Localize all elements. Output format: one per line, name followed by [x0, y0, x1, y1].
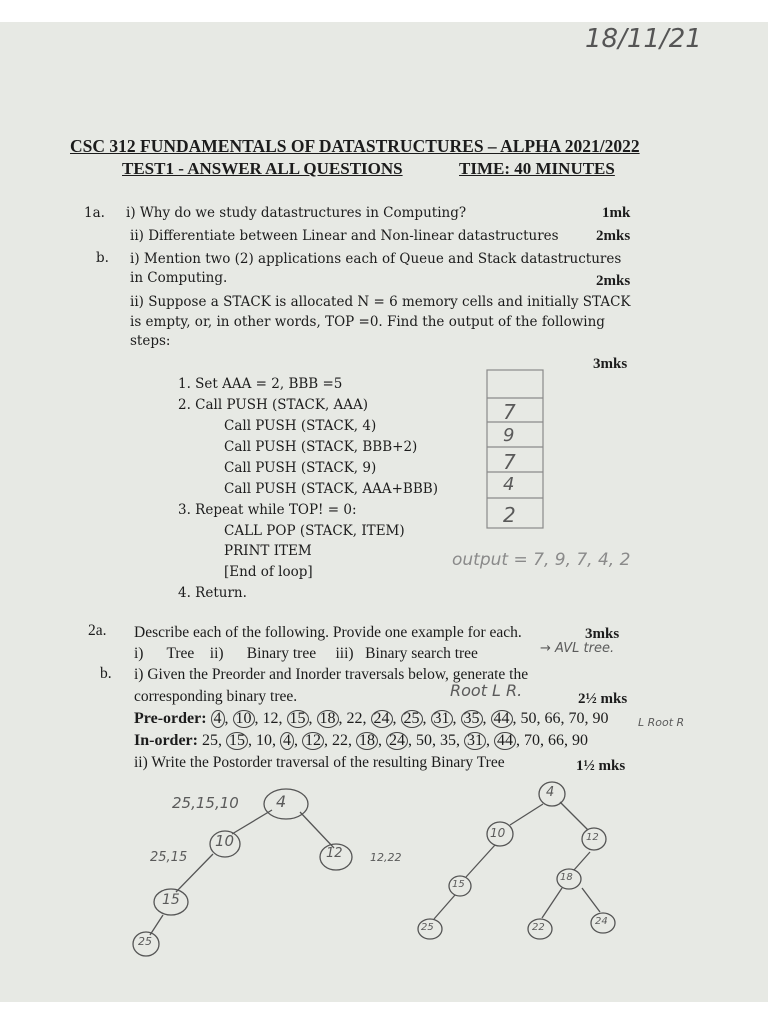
tree-node: 22: [532, 922, 545, 933]
stack-cell: 7: [503, 450, 516, 474]
output-note: output = 7, 9, 7, 4, 2: [452, 550, 631, 570]
q1b-ii-line2: is empty, or, in other words, TOP =0. Find the output of the following: [130, 314, 605, 330]
tree-node: 24: [595, 916, 608, 927]
test-instruction: TEST1 - ANSWER ALL QUESTIONS: [122, 159, 403, 178]
inorder-value: 50: [415, 732, 432, 749]
stack-cell: 4: [503, 474, 515, 495]
preorder-value: 31: [431, 710, 453, 728]
q2b-i-line1: i) Given the Preorder and Inorder traversals below, generate the: [134, 666, 529, 683]
preorder-label: Pre-order:: [134, 710, 207, 727]
inorder-value: 15: [226, 732, 248, 750]
q1b-ii-line1: ii) Suppose a STACK is allocated N = 6 memory cells and initially STACK: [130, 294, 631, 310]
inorder-value: 35: [439, 732, 456, 749]
inorder-values: 25, 15 , 10, 4 , 12 , 22, 18 , 24 , 50, 35, 31 , 44 , 70, 66, 90: [201, 732, 588, 749]
tree-node: 25: [138, 935, 152, 948]
q2b-ii-text: ii) Write the Postorder traversal of the resulting Binary Tree: [134, 754, 505, 771]
inorder-value: 25: [201, 732, 218, 749]
step-line: Call PUSH (STACK, AAA+BBB): [224, 481, 438, 497]
step-line: 4. Return.: [178, 585, 247, 601]
tree-node: 10: [215, 832, 235, 850]
tree-node: 15: [452, 879, 465, 890]
preorder-value: 44: [491, 710, 513, 728]
preorder-value: 24: [371, 710, 393, 728]
step-line: [End of loop]: [224, 564, 313, 580]
preorder-value: 12: [262, 710, 279, 727]
preorder-value: 18: [317, 710, 339, 728]
q1b-ii-line3: steps:: [130, 333, 171, 349]
q1b-ii-marks: 3mks: [593, 356, 628, 372]
handwritten-date: 18/11/21: [585, 24, 702, 54]
preorder-value: 10: [233, 710, 255, 728]
preorder-value: 35: [461, 710, 483, 728]
q2a-number: 2a.: [88, 622, 107, 639]
tree-node: 15: [162, 892, 180, 908]
tree-node: 4: [276, 792, 287, 811]
tree-node: 10: [490, 826, 506, 840]
step-line: 3. Repeat while TOP! = 0:: [178, 502, 357, 518]
q2b-number: b.: [100, 665, 112, 682]
stack-cell: 7: [503, 400, 516, 424]
stack-cell: 9: [503, 425, 515, 446]
preorder-value: 15: [287, 710, 309, 728]
sketch-note: 25,15: [150, 850, 188, 865]
q2b-i-line2: corresponding binary tree.: [134, 688, 298, 705]
time-limit: TIME: 40 MINUTES: [459, 159, 615, 178]
tree-node: 12: [326, 846, 343, 861]
q2b-note: Root L R.: [450, 681, 523, 700]
q2a-items: i) Tree ii) Binary tree iii) Binary search tree: [134, 645, 478, 662]
inorder-label: In-order:: [134, 732, 198, 749]
tree-node: 4: [546, 785, 555, 800]
preorder-values: 4 , 10 , 12, 15 , 18 , 22, 24 , 25 , 31 , 35 , 44 , 50, 66, 70, 90: [211, 710, 609, 727]
q1a-i-text: i) Why do we study datastructures in Computing?: [126, 205, 467, 221]
q1a-number: 1a.: [84, 205, 105, 221]
q1b-i-line1: i) Mention two (2) applications each of Queue and Stack datastructures: [130, 251, 622, 267]
q1b-i-line2: in Computing.: [130, 270, 228, 286]
step-line: Call PUSH (STACK, 4): [224, 418, 377, 434]
preorder-note: L Root R: [638, 716, 685, 729]
q2a-text: Describe each of the following. Provide one example for each.: [134, 624, 522, 641]
q2a-marks: 3mks: [585, 626, 620, 642]
q2b-i-marks: 2½ mks: [578, 691, 628, 707]
inorder-value: 90: [571, 732, 588, 749]
sketch-note: 12,22: [370, 851, 402, 864]
inorder-value: 22: [331, 732, 348, 749]
inorder-value: 44: [494, 732, 516, 750]
inorder-value: 4: [280, 732, 294, 750]
step-line: Call PUSH (STACK, BBB+2): [224, 439, 418, 455]
preorder-value: 25: [401, 710, 423, 728]
preorder-value: 90: [592, 710, 609, 727]
tree-node: 18: [560, 872, 573, 883]
inorder-value: 18: [356, 732, 378, 750]
sketch-note: 25,15,10: [172, 794, 239, 812]
step-line: 1. Set AAA = 2, BBB =5: [178, 376, 343, 392]
step-line: CALL POP (STACK, ITEM): [224, 523, 405, 539]
inorder-value: 24: [386, 732, 408, 750]
stack-cell: 2: [503, 503, 516, 527]
preorder-value: 22: [346, 710, 363, 727]
inorder-value: 66: [547, 732, 564, 749]
q2a-note: → AVL tree.: [540, 641, 615, 656]
q1a-ii-text: ii) Differentiate between Linear and Non-linear datastructures: [130, 228, 559, 244]
tree-node: 12: [586, 832, 599, 843]
preorder-value: 50: [520, 710, 537, 727]
tree-node: 25: [421, 922, 434, 933]
inorder-value: 12: [302, 732, 324, 750]
inorder-value: 70: [523, 732, 540, 749]
course-title: CSC 312 FUNDAMENTALS OF DATASTRUCTURES – ALPHA 2021/2022: [70, 136, 640, 156]
q2b-ii-marks: 1½ mks: [576, 758, 626, 774]
q1a-ii-marks: 2mks: [596, 228, 631, 244]
exam-paper: [0, 22, 768, 1002]
q1b-number: b.: [96, 250, 109, 266]
step-line: Call PUSH (STACK, 9): [224, 460, 377, 476]
preorder-value: 70: [568, 710, 585, 727]
q1b-i-marks: 2mks: [596, 273, 631, 289]
step-line: PRINT ITEM: [224, 543, 312, 559]
q1a-i-marks: 1mk: [602, 205, 631, 221]
inorder-value: 10: [255, 732, 272, 749]
preorder-value: 66: [544, 710, 561, 727]
inorder-value: 31: [464, 732, 486, 750]
inorder-row: [134, 732, 588, 750]
preorder-value: 4: [211, 710, 225, 728]
preorder-row: [134, 710, 609, 728]
step-line: 2. Call PUSH (STACK, AAA): [178, 397, 369, 413]
